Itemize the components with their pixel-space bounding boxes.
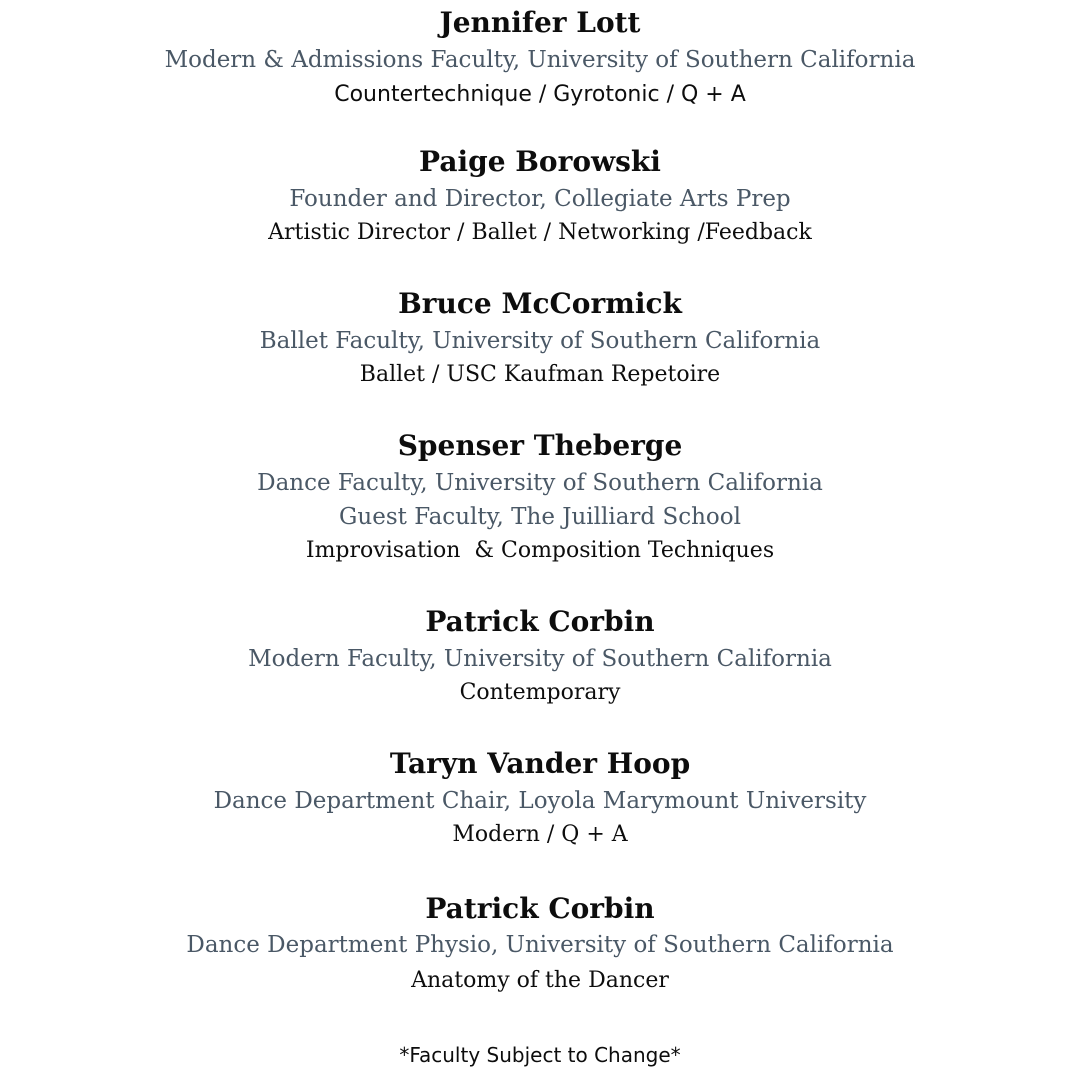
faculty-focus: Improvisation & Composition Techniques [305,538,775,563]
faculty-name: Paige Borowski [419,145,661,178]
faculty-focus: Artistic Director / Ballet / Networking /Feedback [268,220,812,245]
faculty-focus: Modern / Q + A [452,822,628,847]
faculty-focus: Ballet / USC Kaufman Repetoire [359,362,721,387]
faculty-affiliation: Modern Faculty, University of Southern California [248,646,832,672]
faculty-name: Bruce McCormick [398,287,682,320]
faculty-affiliation: Dance Faculty, University of Southern California [257,470,823,496]
faculty-focus: Contemporary [459,680,621,705]
faculty-focus: Countertechnique / Gyrotonic / Q + A [334,82,746,107]
faculty-affiliation: Guest Faculty, The Juilliard School [339,504,741,530]
footer-note: *Faculty Subject to Change* [399,1043,681,1067]
faculty-name: Jennifer Lott [439,6,641,39]
faculty-affiliation: Dance Department Chair, Loyola Marymount University [213,788,867,814]
faculty-name: Patrick Corbin [425,892,655,925]
faculty-name: Taryn Vander Hoop [389,747,691,780]
faculty-affiliation: Ballet Faculty, University of Southern California [259,328,821,354]
faculty-affiliation: Founder and Director, Collegiate Arts Prep [289,186,791,212]
faculty-focus: Anatomy of the Dancer [411,968,669,993]
faculty-affiliation: Dance Department Physio, University of Southern California [186,932,894,958]
faculty-name: Spenser Theberge [397,429,683,462]
faculty-name: Patrick Corbin [425,605,655,638]
faculty-affiliation: Modern & Admissions Faculty, University of Southern California [164,47,916,73]
